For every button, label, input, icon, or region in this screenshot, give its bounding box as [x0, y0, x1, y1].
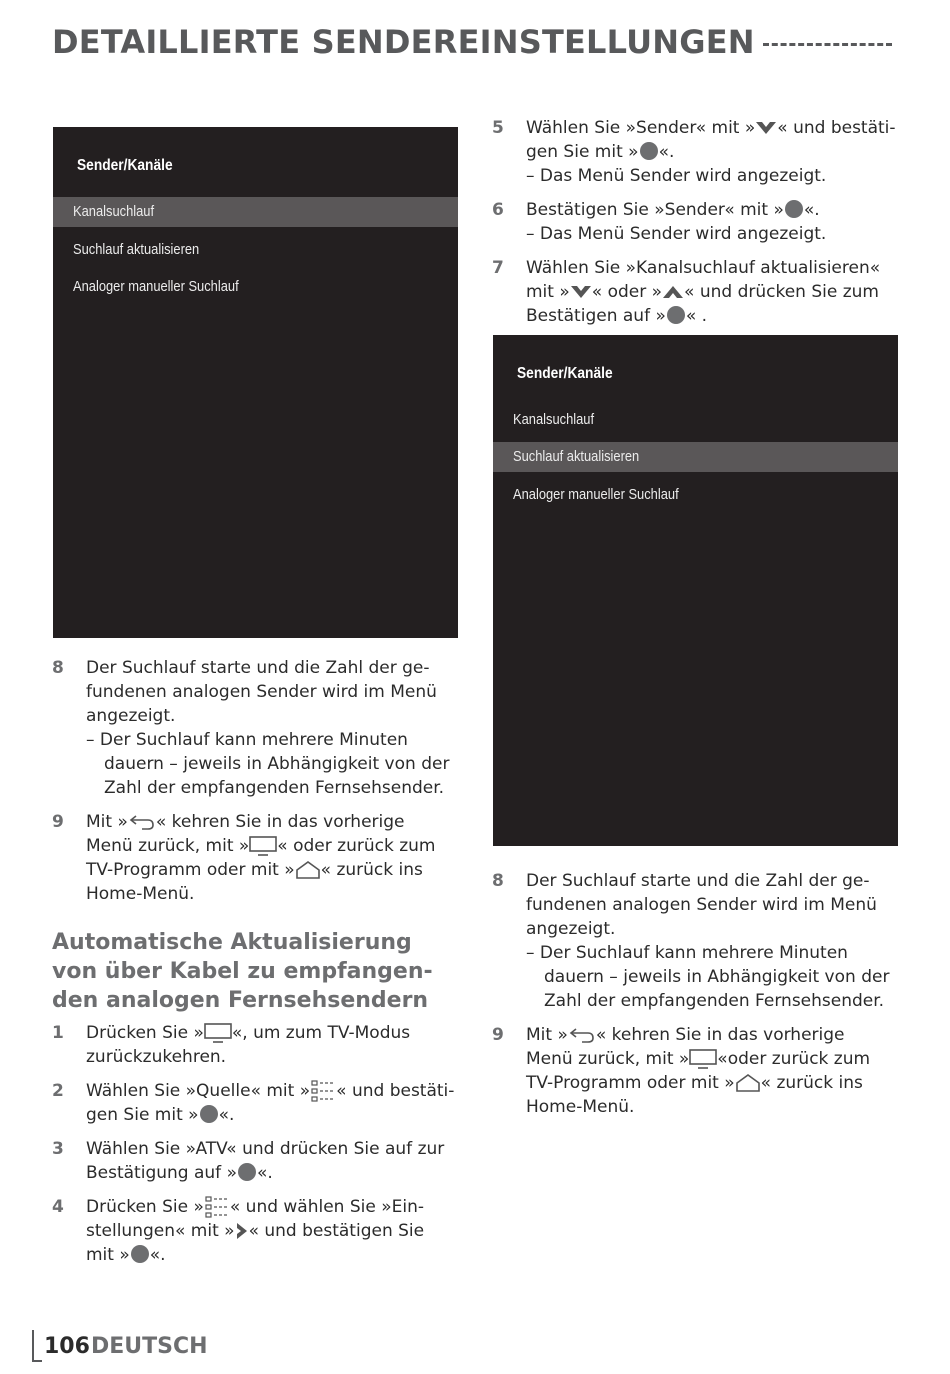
step-subtext: – Das Menü Sender wird angezeigt.	[526, 224, 827, 244]
step-subtext: – Der Suchlauf kann mehrere Minuten dauern – jeweils in Abhängigkeit von der Zahl der empfangenden Fernsehsender.	[526, 943, 890, 1011]
step-3: 3 Wählen Sie »ATV« und drücken Sie auf zur Bestätigung auf » «.	[52, 1139, 445, 1183]
tv-menu-item-kanalsuchlauf[interactable]: Kanalsuchlauf	[513, 411, 595, 428]
right-steps-top	[492, 116, 896, 338]
step-text: Der Suchlauf starte und die Zahl der gefundenen analogen Sender wird im Menü angezeigt.	[526, 871, 877, 939]
tv-menu-title: Sender/Kanäle	[77, 157, 173, 174]
step-6: 6 Bestätigen Sie »Sender« mit » «. – Das Menü Sender wird angezeigt.	[492, 198, 896, 246]
left-steps-top	[52, 656, 456, 916]
step-2: 2 Wählen Sie »Quelle« mit » « und bestätigen Sie mit » «.	[52, 1081, 455, 1125]
tv-menu-item-kanalsuchlauf[interactable]: Kanalsuchlauf	[53, 197, 458, 227]
tv-menu-item-analoger-manueller-suchlauf[interactable]: Analoger manueller Suchlauf	[513, 486, 679, 503]
page-footer	[32, 1326, 208, 1362]
right-steps-bottom	[492, 869, 896, 1129]
step-number: 7	[492, 258, 504, 278]
tv-icon	[249, 836, 277, 856]
step-7: 7 Wählen Sie »Kanalsuchlauf aktualisieren« mit » « oder » « und drücken Sie zum Bestätigen auf » « .	[492, 258, 881, 326]
tv-menu-item-suchlauf-aktualisieren[interactable]: Suchlauf aktualisieren	[493, 442, 898, 472]
page-header	[52, 22, 892, 62]
step-8	[52, 656, 456, 800]
tv-menu-item-analoger-manueller-suchlauf[interactable]: Analoger manueller Suchlauf	[73, 278, 239, 295]
tv-menu-screen-left	[53, 127, 458, 638]
tv-icon	[204, 1023, 232, 1043]
step-number: 4	[52, 1197, 64, 1217]
down-arrow-icon	[755, 121, 777, 135]
step-number: 1	[52, 1023, 64, 1043]
down-arrow-icon	[570, 285, 592, 299]
step-number: 9	[492, 1025, 504, 1045]
step-9: 9 Mit » « kehren Sie in das vorherige Menü zurück, mit » « oder zurück zum TV-Programm oder mit » « zurück ins Home-Menü.	[52, 812, 436, 904]
home-icon	[735, 1074, 761, 1092]
step-number: 5	[492, 118, 504, 138]
tv-menu-item-suchlauf-aktualisieren[interactable]: Suchlauf aktualisieren	[73, 241, 200, 258]
step-4: 4 Drücken Sie » « und wählen Sie »Einstellungen« mit » « und bestätigen Sie mit » «.	[52, 1197, 425, 1265]
ok-button-icon	[640, 142, 658, 160]
footer-language: DEUTSCH	[90, 1334, 208, 1359]
step-8	[492, 869, 896, 1013]
right-arrow-icon	[235, 1222, 249, 1240]
ok-button-icon	[200, 1105, 218, 1123]
back-arrow-icon	[128, 813, 156, 831]
step-text: Der Suchlauf starte und die Zahl der gefundenen analogen Sender wird im Menü angezeigt.	[86, 658, 437, 726]
step-subtext: – Das Menü Sender wird angezeigt.	[526, 166, 827, 186]
ok-button-icon	[131, 1245, 149, 1263]
step-subtext: – Der Suchlauf kann mehrere Minuten dauern – jeweils in Abhängigkeit von der Zahl der empfangenden Fernsehsender.	[86, 730, 450, 798]
step-number: 8	[492, 871, 504, 891]
page-number: 106	[44, 1334, 90, 1359]
step-number: 3	[52, 1139, 64, 1159]
section-heading: Automatische Aktualisierung von über Kabel zu empfangenden analogen Fernsehsendern	[52, 930, 433, 1013]
ok-button-icon	[238, 1163, 256, 1181]
page-title: DETAILLIERTE SENDEREINSTELLUNGEN	[52, 23, 755, 61]
step-number: 9	[52, 812, 64, 832]
step-1: 1 Drücken Sie » «, um zum TV-Modus zurückzukehren.	[52, 1023, 411, 1067]
menu-list-icon	[310, 1080, 336, 1102]
menu-list-icon	[204, 1196, 230, 1218]
tv-icon	[689, 1049, 717, 1069]
step-number: 8	[52, 658, 64, 678]
ok-button-icon	[785, 200, 803, 218]
back-arrow-icon	[568, 1026, 596, 1044]
home-icon	[295, 861, 321, 879]
up-arrow-icon	[662, 285, 684, 299]
tv-menu-screen-right	[493, 335, 898, 846]
step-5: 5 Wählen Sie »Sender« mit » « und bestätigen Sie mit » «. – Das Menü Sender wird angezeigt.	[492, 118, 896, 186]
step-number: 6	[492, 200, 504, 220]
footer-bracket	[32, 1330, 42, 1362]
step-9: 9 Mit » « kehren Sie in das vorherige Menü zurück, mit » «oder zurück zum TV-Programm oder mit » « zurück ins Home-Menü.	[492, 1025, 871, 1117]
step-number: 2	[52, 1081, 64, 1101]
ok-button-icon	[667, 306, 685, 324]
tv-menu-title: Sender/Kanäle	[517, 365, 613, 382]
left-steps-bottom	[52, 1021, 456, 1277]
header-rule	[763, 43, 892, 46]
